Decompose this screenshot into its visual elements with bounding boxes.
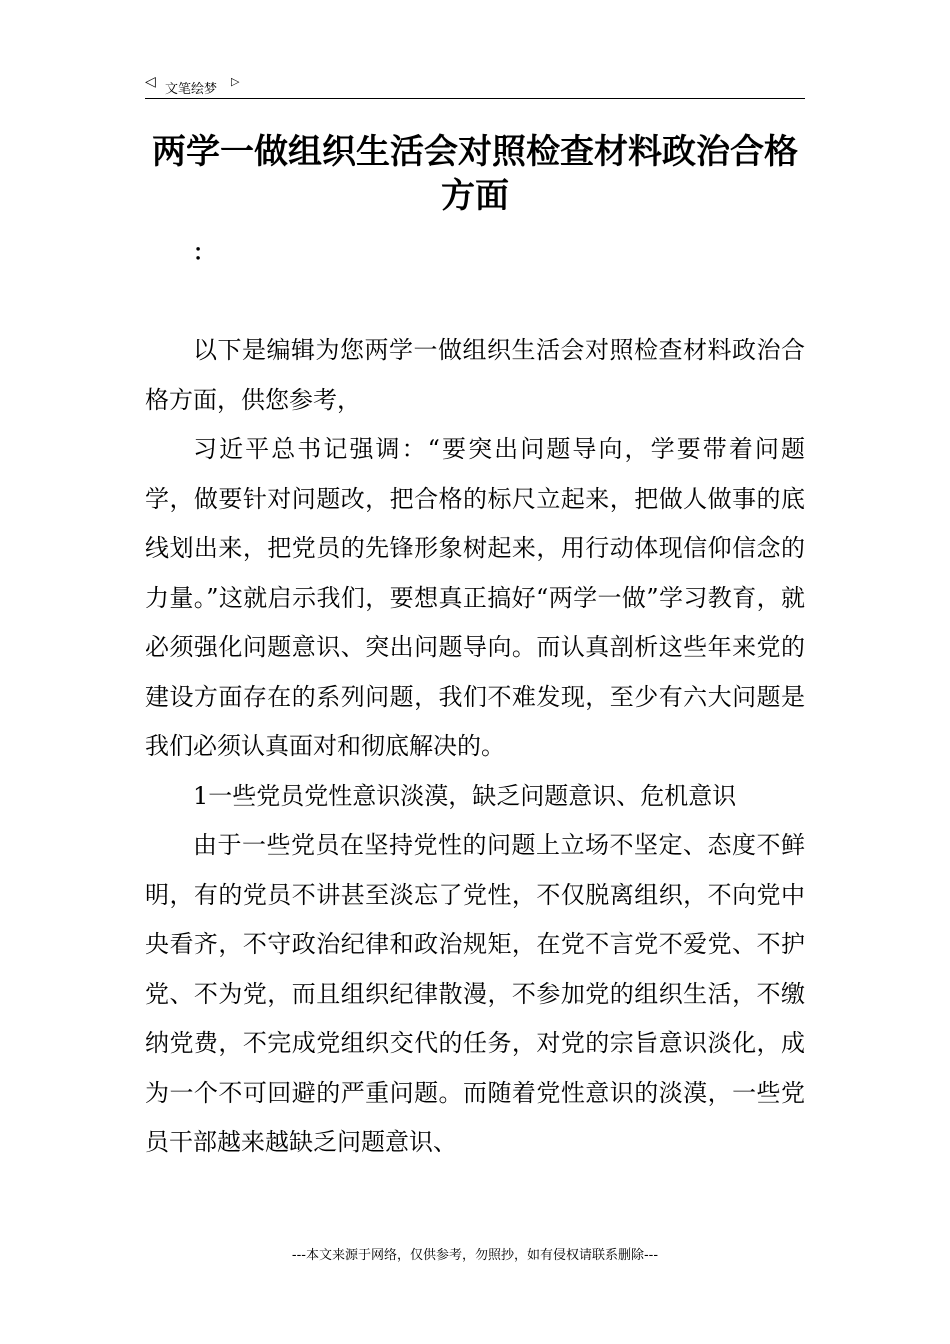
paragraph-quote: 习近平总书记强调：“要突出问题导向，学要带着问题学，做要针对问题改，把合格的标尺立起来，把做人做事的底线划出来，把党员的先锋形象树起来，用行动体现信仰信念的力量。”这就启示我们，要想真正搞好“两学一做”学习教育，就必须强化问题意识、突出问题导向。而认真剖析这些年来党的建设方面存在的系列问题，我们不难发现，至少有六大问题是我们必须认真面对和彻底解决的。	[145, 435, 805, 760]
left-triangle-icon: ◁	[145, 74, 156, 90]
document-body	[145, 326, 805, 1168]
document-title: 两学一做组织生活会对照检查材料政治合格方面	[152, 132, 798, 216]
paragraph-section-1: 由于一些党员在坚持党性的问题上立场不坚定、态度不鲜明，有的党员不讲甚至淡忘了党性，不仅脱离组织，不向党中央看齐，不守政治纪律和政治规矩，在党不言党不爱党、不护党、不为党，而且组织纪律散漫，不参加党的组织生活，不缴纳党费，不完成党组织交代的任务，对党的宗旨意识淡化，成为一个不可回避的严重问题。而随着党性意识的淡漠，一些党员干部越来越缺乏问题意识、	[145, 831, 805, 1156]
paragraph-intro: 以下是编辑为您两学一做组织生活会对照检查材料政治合格方面，供您参考，	[145, 336, 805, 414]
title-colon: ：	[193, 240, 216, 266]
right-triangle-icon: ▷	[231, 75, 240, 88]
header-text: 文笔绘梦	[165, 82, 218, 97]
footer-notice: ---本文来源于网络，仅供参考，勿照抄，如有侵权请联系删除---	[291, 1248, 659, 1263]
section-heading-1: 1一些党员党性意识淡漠，缺乏问题意识、危机意识	[193, 781, 737, 810]
page-header	[145, 68, 805, 99]
